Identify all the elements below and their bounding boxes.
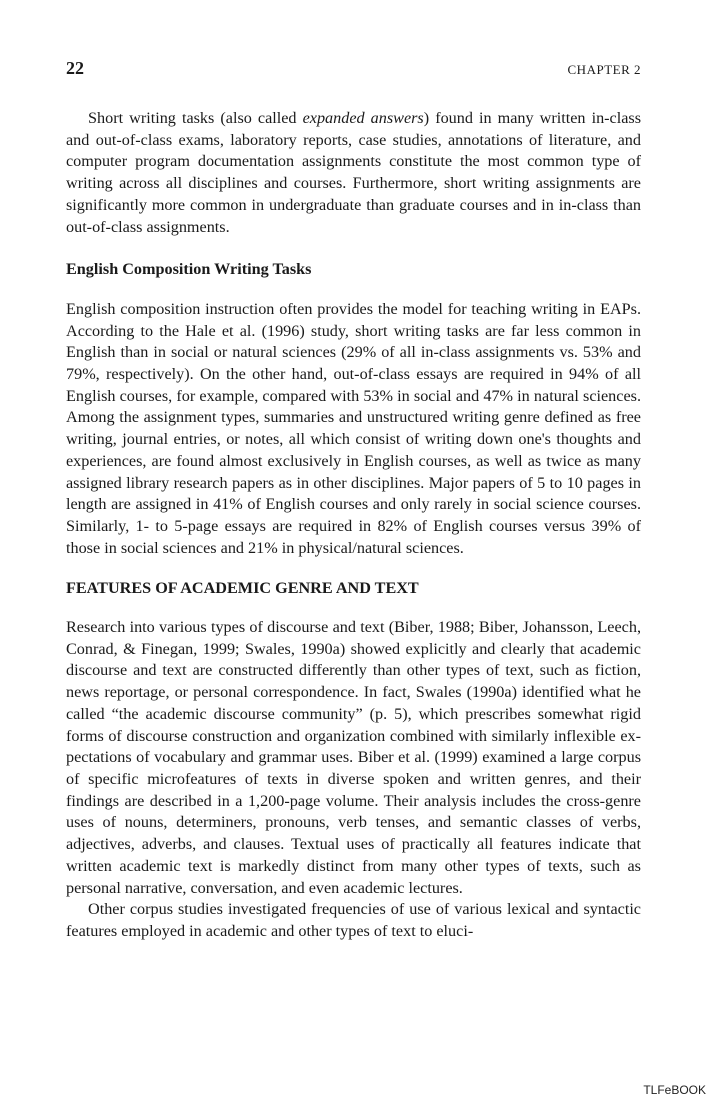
paragraph-academic-genre: Research into various types of discourse and text (Biber, 1988; Biber, Johansson, Leech, Conrad, & Finegan, 1999; Swales, 1990a) showed explicitly and clearly that academic discourse and text are constructed differently than other types of text, such as fiction, news reportage, or personal correspondence. In fact, Swales (1990a) identified what he called “the academic discourse community” (p. 5), which prescribes somewhat rigid forms of discourse construction and organization combined with similarly inflexible expectations of vocabulary and grammar uses. Biber et al. (1999) examined a large corpus of specific microfeatures of texts in diverse spoken and written genres, and their findings are described in a 1,200-page volume. Their analysis includes the cross-genre uses of nouns, determiners, pronouns, verb tenses, and semantic classes of verbs, adjectives, adverbs, and clauses. Textual uses of practically all features indicate that written academic text is markedly distinct from many other types of texts, such as personal narrative, conversation, and even academic lectures.	[66, 618, 641, 897]
section-heading-academic-genre: FEATURES OF ACADEMIC GENRE AND TEXT	[66, 579, 419, 598]
page-number: 22	[66, 58, 84, 78]
paragraph-short-writing-tasks	[66, 108, 641, 238]
paragraph-english-composition: English composition instruction often provides the model for teaching writing in EAPs. According to the Hale et al. (1996) study, short writing tasks are far less common in English than in social or natural sciences (29% of all in-class assignments vs. 53% and 79%, respectively). On the other hand, out-of-class essays are required in 94% of all English courses, for example, compared with 53% in social and 47% in natural sciences. Among the assignment types, summaries and unstructured writing genre defined as free writing, journal entries, or notes, all which consist of writing down one's thoughts and experiences, are found almost exclusively in English courses, as well as twice as many assigned library research papers as in other disciplines. Major papers of 5 to 10 pages in length are assigned in 41% of English courses and only rarely in social science courses. Similarly, 1- to 5-page essays are required in 82% of English courses versus 39% of those in social sciences and 21% in physical/natural sciences.	[66, 299, 641, 557]
paragraph-corpus-studies: Other corpus studies investigated frequencies of use of various lexical and syntactic features employed in academic and other types of text to eluci-	[66, 900, 641, 940]
paragraph-text: ) found in many written in-class and out-of-class exams, laboratory reports, case studies, annotations of literature, and computer program documentation assignments constitute the most common type of writing across all disciplines and courses. Furthermore, short writing assignments are significantly more common in undergraduate than graduate courses and in in-class than out-of-class assignments.	[66, 109, 642, 236]
emphasized-term: expanded answers	[302, 109, 424, 127]
watermark-tag: TLFeBOOK	[643, 1083, 706, 1097]
paragraph-text: Short writing tasks (also called	[88, 109, 303, 127]
running-header	[66, 58, 641, 79]
section-heading-english-composition: English Composition Writing Tasks	[66, 260, 312, 279]
body-text	[66, 108, 641, 943]
chapter-label: CHAPTER 2	[567, 62, 641, 77]
